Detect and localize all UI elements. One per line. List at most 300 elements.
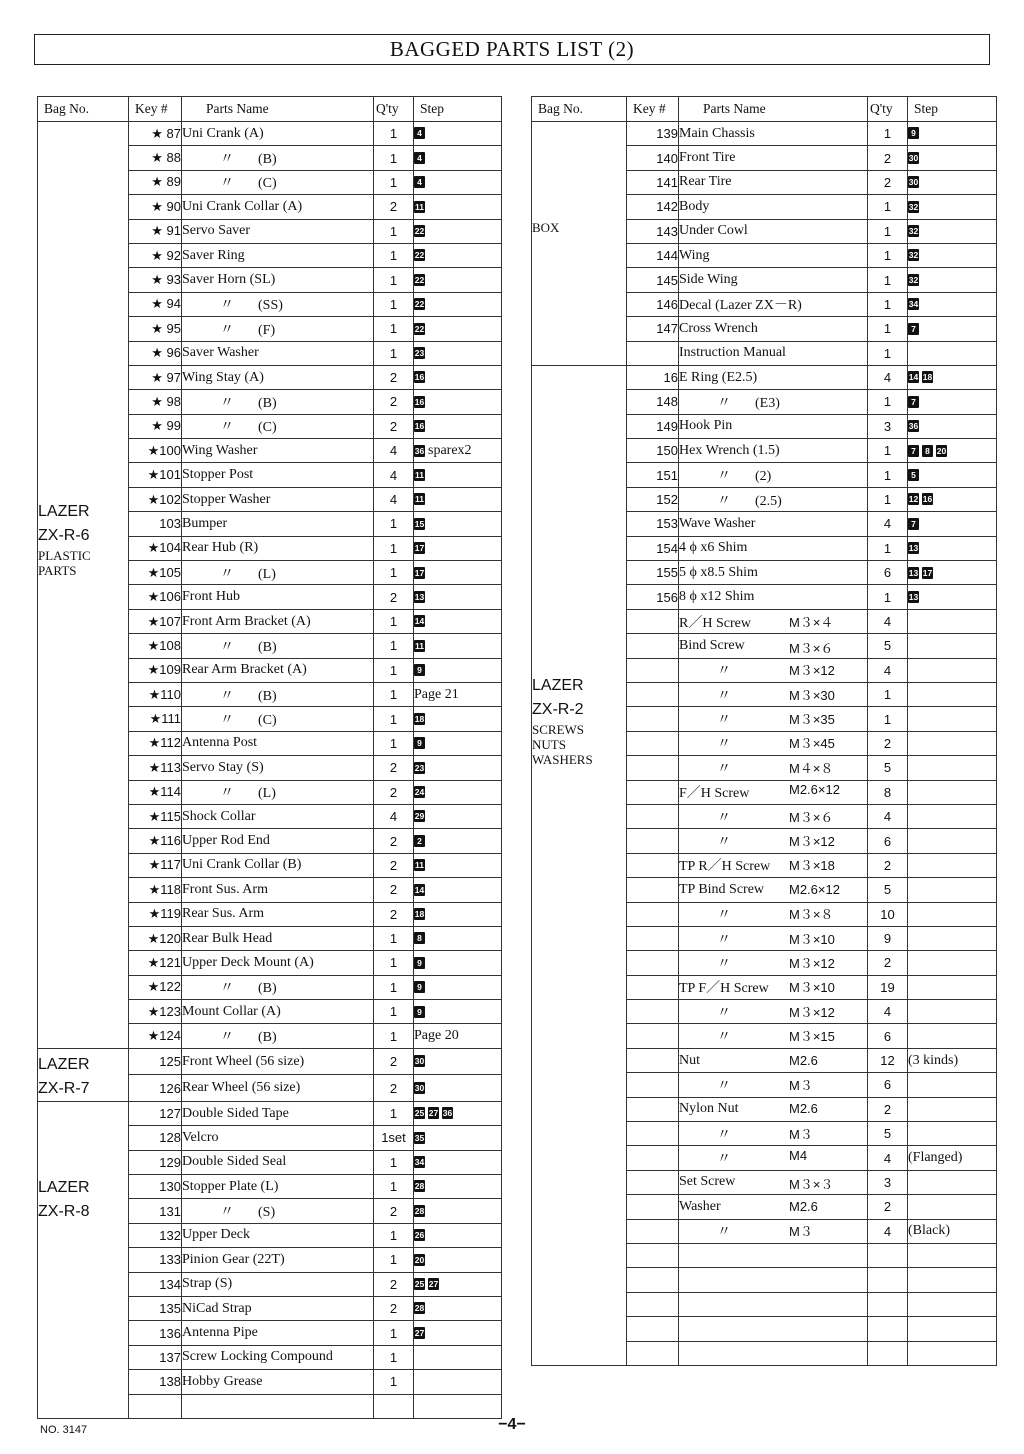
key-number: 152 [627,487,679,511]
quantity: 1 [868,390,908,414]
bag-label: ZX-R-7 [38,1079,90,1097]
quantity: 1 [374,1000,414,1024]
step-cell [908,707,997,731]
screw-size: M３×８ [789,907,834,923]
step-cell [414,1296,502,1320]
step-cell [908,390,997,414]
quantity [868,1243,908,1267]
quantity: 5 [868,1122,908,1146]
part-name [679,853,868,877]
step-cell [908,780,997,804]
step-badge: 8 [414,932,425,944]
ditto-mark: 〃 [717,469,731,485]
bag-sublabel: PARTS [38,563,77,579]
step-cell [414,414,502,438]
quantity: 1set [374,1126,414,1150]
quantity: 9 [868,926,908,950]
quantity: 1 [868,487,908,511]
key-number: ★119 [129,902,182,926]
key-number: 142 [627,195,679,219]
key-number [627,1243,679,1267]
ditto-mark: 〃 [717,1030,731,1046]
key-number: ★113 [129,756,182,780]
step-cell [908,926,997,950]
part-name [679,1048,868,1072]
part-name [679,268,868,292]
key-number: ★104 [129,536,182,560]
key-number: 146 [627,292,679,316]
bag-label: ZX-R-2 [532,701,584,719]
part-name [182,853,374,877]
step-cell [414,195,502,219]
part-name-text: Set Screw [679,1174,736,1190]
step-cell [414,1248,502,1272]
part-name [679,731,868,755]
step-badge: 29 [414,811,425,822]
screw-size: M2.6 [789,1052,818,1068]
key-number: 126 [129,1075,182,1102]
step-cell [908,731,997,755]
step-badge: 2 [414,835,425,847]
ditto-mark: 〃 [220,395,234,411]
step-badge: 13 [908,591,919,602]
key-number: 151 [627,463,679,487]
part-variant: (2) [755,469,772,485]
key-number: ★101 [129,463,182,487]
step-cell [908,634,997,658]
step-note: sparex2 [428,442,472,458]
header-parts-name: Parts Name [182,97,374,122]
step-badge: 30 [908,177,919,188]
step-badge: 16 [414,396,425,407]
part-name [679,1341,868,1365]
part-name [182,804,374,828]
quantity: 5 [868,634,908,658]
quantity: 1 [374,1150,414,1174]
part-variant: (B) [258,688,277,704]
part-name [679,1292,868,1316]
part-name [679,536,868,560]
quantity: 4 [374,439,414,463]
part-name-text: 4 ϕ x6 Shim [679,540,748,556]
part-name-text: Stopper Post [182,467,254,483]
step-cell [414,756,502,780]
part-name [182,1296,374,1320]
step-badge: 28 [414,1205,425,1216]
screw-size: M３×６ [789,809,834,825]
step-cell [414,1394,502,1418]
part-name-text: Antenna Post [182,735,258,751]
part-name-text: Front Hub [182,589,240,605]
part-name [182,341,374,365]
step-cell [908,1195,997,1219]
part-name-text: Velcro [182,1129,219,1145]
step-badge: 30 [908,152,919,163]
step-badge: 17 [414,567,425,578]
part-name [182,219,374,243]
part-name-text: Nut [679,1052,700,1068]
part-name-text: Upper Rod End [182,833,270,849]
step-cell [414,731,502,755]
ditto-mark: 〃 [220,1205,234,1221]
key-number [129,1394,182,1418]
key-number: ★120 [129,926,182,950]
quantity: 2 [868,146,908,170]
part-name-text: E Ring (E2.5) [679,369,758,385]
step-cell [414,512,502,536]
quantity: 5 [868,878,908,902]
key-number: ★ 87 [129,122,182,146]
part-name [182,1223,374,1247]
screw-size: M３×10 [789,980,835,996]
quantity: 1 [868,243,908,267]
key-number [627,1146,679,1170]
quantity: 1 [374,951,414,975]
key-number [627,1219,679,1243]
part-name [182,682,374,706]
step-cell [908,170,997,194]
key-number [627,975,679,999]
key-number [627,878,679,902]
step-cell [414,317,502,341]
bag-sublabel: BOX [532,219,560,235]
ditto-mark: 〃 [717,1225,731,1241]
step-cell [908,1292,997,1316]
quantity: 1 [868,439,908,463]
key-number: 138 [129,1370,182,1394]
parts-table-left [37,96,502,1419]
quantity: 3 [868,1170,908,1194]
part-name [679,365,868,389]
part-name [182,390,374,414]
part-name [182,926,374,950]
step-cell [414,219,502,243]
step-cell [414,902,502,926]
step-badge: 30 [414,1056,425,1067]
key-number [627,1170,679,1194]
key-number: ★116 [129,829,182,853]
part-name-text: F／H Screw [679,786,750,802]
step-badge: 22 [414,250,425,261]
bag-sublabel: SCREWS [532,722,585,738]
step-cell [414,341,502,365]
quantity: 1 [374,1175,414,1199]
part-name [182,756,374,780]
ditto-mark: 〃 [220,176,234,192]
quantity: 6 [868,1024,908,1048]
quantity: 2 [374,853,414,877]
part-variant: (C) [258,420,277,436]
step-badge: 36 [442,1108,453,1119]
part-name [182,243,374,267]
step-badge: 20 [414,1254,425,1265]
screw-size: M３×12 [789,834,835,850]
part-name [182,195,374,219]
header-bag-no: Bag No. [532,97,627,122]
step-cell [414,268,502,292]
screw-size: M３×45 [789,736,835,752]
part-name-text: Under Cowl [679,223,748,239]
step-note: (Black) [908,1223,950,1239]
step-badge: 32 [908,274,919,285]
step-cell [908,1048,997,1072]
step-cell [908,1219,997,1243]
key-number: 137 [129,1345,182,1369]
part-name-text: Hex Wrench (1.5) [679,442,780,458]
table-row [38,1101,502,1125]
part-name [679,390,868,414]
key-number: 141 [627,170,679,194]
quantity: 2 [374,414,414,438]
part-name-text: Hook Pin [679,418,733,434]
part-name [679,658,868,682]
part-name [679,1195,868,1219]
step-badge: 4 [414,152,425,164]
screw-size: M３×18 [789,858,835,874]
key-number: 130 [129,1175,182,1199]
quantity: 4 [868,804,908,828]
quantity: 1 [374,512,414,536]
key-number: 136 [129,1321,182,1345]
part-name-text: Wave Washer [679,515,756,531]
quantity: 1 [374,658,414,682]
ditto-mark: 〃 [220,322,234,338]
part-name [182,512,374,536]
part-name-text: Wing Stay (A) [182,369,264,385]
ditto-mark: 〃 [717,493,731,509]
quantity: 4 [868,1000,908,1024]
ditto-mark: 〃 [717,810,731,826]
step-cell [414,1024,502,1048]
part-name-text: Instruction Manual [679,345,786,361]
part-name [679,1219,868,1243]
part-name [182,122,374,146]
part-name [182,609,374,633]
part-name [182,1048,374,1075]
step-cell [414,170,502,194]
step-cell [414,1370,502,1394]
part-variant: (E3) [755,395,780,411]
part-name [679,682,868,706]
quantity: 2 [374,829,414,853]
quantity: 1 [374,1345,414,1369]
header-key: Key # [129,97,182,122]
step-cell [414,487,502,511]
quantity: 2 [374,878,414,902]
step-badge: 4 [414,176,425,188]
step-badge: 9 [414,957,425,969]
part-name-text: Wing [679,247,710,263]
key-number [627,902,679,926]
step-cell [908,1317,997,1341]
part-name-text: Saver Washer [182,345,259,361]
step-badge: 8 [922,445,933,457]
bag-number-cell [532,122,627,366]
part-name [679,1243,868,1267]
step-cell [414,1175,502,1199]
table-header-row [532,97,997,122]
key-number: ★108 [129,634,182,658]
quantity: 2 [374,365,414,389]
key-number [627,658,679,682]
part-name [679,122,868,146]
part-name [182,536,374,560]
quantity: 2 [868,1195,908,1219]
part-name [182,1024,374,1048]
key-number: 150 [627,439,679,463]
ditto-mark: 〃 [220,981,234,997]
step-cell [414,780,502,804]
step-badge: 16 [414,372,425,383]
part-name [679,512,868,536]
quantity: 19 [868,975,908,999]
quantity: 1 [374,1223,414,1247]
quantity: 1 [374,731,414,755]
key-number: ★ 89 [129,170,182,194]
part-name [182,780,374,804]
step-badge: 13 [414,591,425,602]
key-number [627,951,679,975]
part-name-text: Side Wing [679,272,738,288]
part-name [182,951,374,975]
step-cell [908,1146,997,1170]
ditto-mark: 〃 [717,932,731,948]
part-name-text: Uni Crank Collar (B) [182,857,302,873]
step-cell [908,756,997,780]
step-cell [414,463,502,487]
key-number: ★107 [129,609,182,633]
step-cell [908,682,997,706]
part-name-text: Saver Horn (SL) [182,272,276,288]
part-variant: (B) [258,639,277,655]
step-cell [414,1321,502,1345]
part-name [679,1317,868,1341]
step-badge: 15 [414,518,425,529]
quantity: 1 [374,341,414,365]
quantity: 1 [868,292,908,316]
step-cell [908,902,997,926]
part-name-text: Stopper Washer [182,491,271,507]
table-row [532,365,997,389]
screw-size: M３×15 [789,1029,835,1045]
key-number: 143 [627,219,679,243]
quantity: 6 [868,1073,908,1097]
part-name [679,1268,868,1292]
quantity [868,1268,908,1292]
key-number: ★106 [129,585,182,609]
quantity: 2 [374,390,414,414]
part-name [182,1075,374,1102]
key-number: 139 [627,122,679,146]
step-badge: 35 [414,1132,425,1143]
part-name-text: Double Sided Seal [182,1154,287,1170]
quantity: 2 [374,585,414,609]
quantity: 1 [374,609,414,633]
part-variant: (B) [258,981,277,997]
step-badge: 28 [414,1303,425,1314]
step-badge: 18 [414,908,425,919]
screw-size: M３×４ [789,614,834,630]
step-badge: 9 [414,1006,425,1018]
key-number: 147 [627,317,679,341]
bag-label: LAZER [38,1055,90,1073]
key-number: ★ 91 [129,219,182,243]
step-cell [908,1268,997,1292]
part-name [679,146,868,170]
part-name-text: Body [679,198,710,214]
quantity: 1 [868,585,908,609]
step-badge: 12 [908,494,919,505]
key-number: 127 [129,1101,182,1125]
part-name [679,585,868,609]
screw-size: M３×10 [789,931,835,947]
part-name [679,878,868,902]
part-name-text: Bind Screw [679,637,745,653]
step-cell [414,926,502,950]
part-name [679,1170,868,1194]
step-badge: 7 [908,323,919,335]
part-name-text: Upper Deck [182,1227,251,1243]
key-number: 156 [627,585,679,609]
quantity: 5 [868,756,908,780]
part-name [182,439,374,463]
part-name [679,780,868,804]
step-cell [414,146,502,170]
ditto-mark: 〃 [220,298,234,314]
quantity: 1 [374,1024,414,1048]
part-name [182,731,374,755]
key-number: ★ 99 [129,414,182,438]
quantity: 4 [868,1219,908,1243]
key-number [627,1122,679,1146]
quantity: 1 [374,975,414,999]
step-badge: 30 [414,1082,425,1093]
part-variant: (B) [258,1030,277,1046]
key-number: ★ 97 [129,365,182,389]
key-number: ★100 [129,439,182,463]
step-cell [908,122,997,146]
key-number [627,341,679,365]
key-number: ★110 [129,682,182,706]
bag-label: LAZER [38,1179,90,1197]
step-badge: 23 [414,347,425,358]
step-cell [414,1223,502,1247]
ditto-mark: 〃 [220,152,234,168]
quantity [374,1394,414,1418]
key-number [627,1195,679,1219]
step-badge: 7 [908,518,919,530]
part-variant: (B) [258,395,277,411]
part-name-text: Antenna Pipe [182,1325,258,1341]
bag-label: ZX-R-6 [38,527,90,545]
quantity: 4 [374,463,414,487]
quantity: 1 [374,317,414,341]
step-cell [908,365,997,389]
key-number: 155 [627,561,679,585]
part-name [182,317,374,341]
quantity: 1 [868,463,908,487]
part-name [679,829,868,853]
table-row [38,122,502,146]
part-variant: (2.5) [755,493,782,509]
part-variant: (L) [258,566,276,582]
key-number: 103 [129,512,182,536]
screw-size: M３×35 [789,712,835,728]
table-row [532,122,997,146]
step-cell [414,975,502,999]
step-badge: 9 [414,664,425,676]
quantity: 6 [868,829,908,853]
